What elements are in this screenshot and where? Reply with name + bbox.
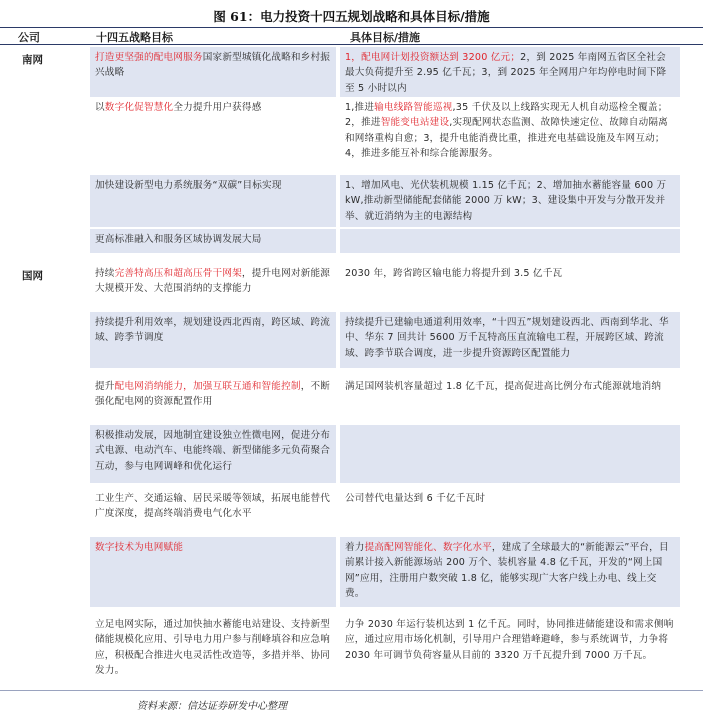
table-cell-measure [340, 376, 680, 416]
source-note: 资料来源：信达证券研发中心整理 [137, 701, 287, 712]
header-goal: 十四五战略目标 [96, 31, 173, 44]
measure-highlight: 提高配网智能化、数字化水平 [364, 542, 492, 553]
table-cell-goal [90, 229, 336, 253]
company-state: 国网 [22, 270, 43, 282]
goal-text: 持续提升利用效率，规划建设西北西南，跨区域、跨流域、跨季节调度 [95, 317, 331, 344]
goal-highlight: 数字化促智慧化 [104, 102, 174, 113]
company-south: 南网 [22, 54, 43, 66]
table-cell-measure [340, 537, 680, 607]
table-cell-goal [90, 376, 336, 416]
goal-text: 加快建设新型电力系统服务“双碳”目标实现 [95, 180, 282, 191]
table-cell-goal [90, 312, 336, 368]
measure-text: 1,推进 [345, 102, 375, 113]
goal-text: 全力提升用户获得感 [173, 102, 262, 113]
measure-highlight: 1，配电网计划投资额达到 3200 亿元； [345, 52, 521, 63]
goal-text: ，提升电网对新能源大规模开发、大范围消纳的支撑能力 [95, 268, 331, 295]
table-cell-goal [90, 175, 336, 227]
table-cell-measure [340, 229, 680, 253]
measure-text: 持续提升已建输电通道利用效率，“十四五”规划建设西北、西南到华北、华中、华东 7 回共计 5600 万千瓦特高压直流输电工程，开展跨区域、跨流域、跨季节联合调度，进一步提升资源跨区配置能力 [345, 317, 669, 359]
measure-text: 满足国网装机容量超过 1.8 亿千瓦，提高促进高比例分布式能源就地消纳 [345, 381, 662, 392]
table-cell-measure [340, 614, 680, 688]
table-cell-measure [340, 263, 680, 303]
goal-text: 以 [95, 102, 105, 113]
table-cell-measure [340, 47, 680, 97]
table-header [0, 27, 703, 45]
table-cell-measure [340, 425, 680, 483]
measure-text: 1、增加风电、光伏装机规模 1.15 亿千瓦；2、增加抽水蓄能容量 600 万 kW,推动新型储能配套储能 2000 万 kW；3、建设集中开发与分散开发并举、就近消纳为主的电源结构 [345, 180, 667, 222]
goal-highlight: 打造更坚强的配电网服务 [95, 52, 203, 63]
measure-text: 2030 年，跨省跨区输电能力将提升到 3.5 亿千瓦 [345, 268, 563, 279]
measure-text: 公司替代电量达到 6 千亿千瓦时 [345, 493, 486, 504]
goal-text: 持续 [95, 268, 115, 279]
goal-text: 工业生产、交通运输、居民采暖等领域，拓展电能替代广度深度，提高终端消费电气化水平 [95, 493, 331, 520]
header-company: 公司 [18, 31, 40, 44]
measure-text: 力争 2030 年运行装机达到 1 亿千瓦。同时，协同推进储能建设和需求侧响应，通过应用市场化机制，引导用户合理错峰避峰，参与系统调节，力争将 2030 年可调节负荷容量从目前的 3320 万千瓦提升到 7000 万千瓦。 [345, 619, 674, 661]
goal-highlight: 配电网消纳能力，加强互联互通和智能控制 [114, 381, 301, 392]
goal-highlight: 数字技术为电网赋能 [95, 542, 184, 553]
goal-text: 更高标准融入和服务区域协调发展大局 [95, 234, 262, 245]
table-cell-goal [90, 47, 336, 97]
goal-text: 提升 [95, 381, 115, 392]
table-cell-goal [90, 425, 336, 483]
goal-highlight: 完善特高压和超高压骨干网架 [114, 268, 242, 279]
table-cell-measure [340, 488, 680, 528]
figure-title: 图 61：电力投资十四五规划战略和具体目标/措施 [213, 9, 490, 24]
table-cell-goal [90, 263, 336, 303]
table-cell-measure [340, 175, 680, 227]
measure-text: ,实现配网状态监测、故障快速定位、故障自动隔离和网络重构自愈；3，提升电能消费比重，推进充电基础设施及车网互动；4，推进多能互补和综合能源服务。 [345, 117, 668, 160]
measure-text: ，建成了全球最大的“新能源云”平台，目前累计接入新能源场站 200 万个、装机容量 4.8 亿千瓦，开发的“网上国网”应用，注册用户数突破 1.8 亿，能够实现广大客户线上办电、线上交费。 [345, 542, 669, 600]
table-cell-goal [90, 97, 336, 169]
table-cell-goal [90, 614, 336, 688]
measure-text: 2，到 2025 年南网五省区全社会最大负荷提升至 2.95 亿千瓦；3，到 2025 年全网用户年均停电时间下降至 5 小时以内 [345, 52, 667, 94]
header-measures: 具体目标/措施 [350, 31, 421, 44]
table-cell-goal [90, 537, 336, 607]
goal-text: 积极推动发展，因地制宜建设独立性微电网，促进分布式电源、电动汽车、电能终端、新型储能多元负荷聚合互动，参与电网调峰和优化运行 [95, 430, 331, 472]
table-cell-measure [340, 97, 680, 169]
measure-text: 着力 [345, 542, 365, 553]
measure-highlight: 智能变电站建设 [380, 117, 450, 129]
goal-text: ，不断强化配电网的资源配置作用 [95, 381, 331, 408]
goal-text: 国家新型城镇化战略和乡村振兴战略 [95, 52, 331, 79]
table-cell-goal [90, 488, 336, 528]
goal-text: 立足电网实际，通过加快抽水蓄能电站建设、支持新型储能规模化应用、引导电力用户参与削峰填谷和应急响应，积极配合推进火电灵活性改造等，多措并举、协同发力。 [95, 619, 331, 677]
table-cell-measure [340, 312, 680, 368]
measure-highlight: 输电线路智能巡视 [374, 102, 453, 113]
table-bottom-rule [0, 690, 703, 691]
measure-text: ,35 千伏及以上线路实现无人机自动巡检全覆盖；2，推进 [345, 102, 668, 129]
